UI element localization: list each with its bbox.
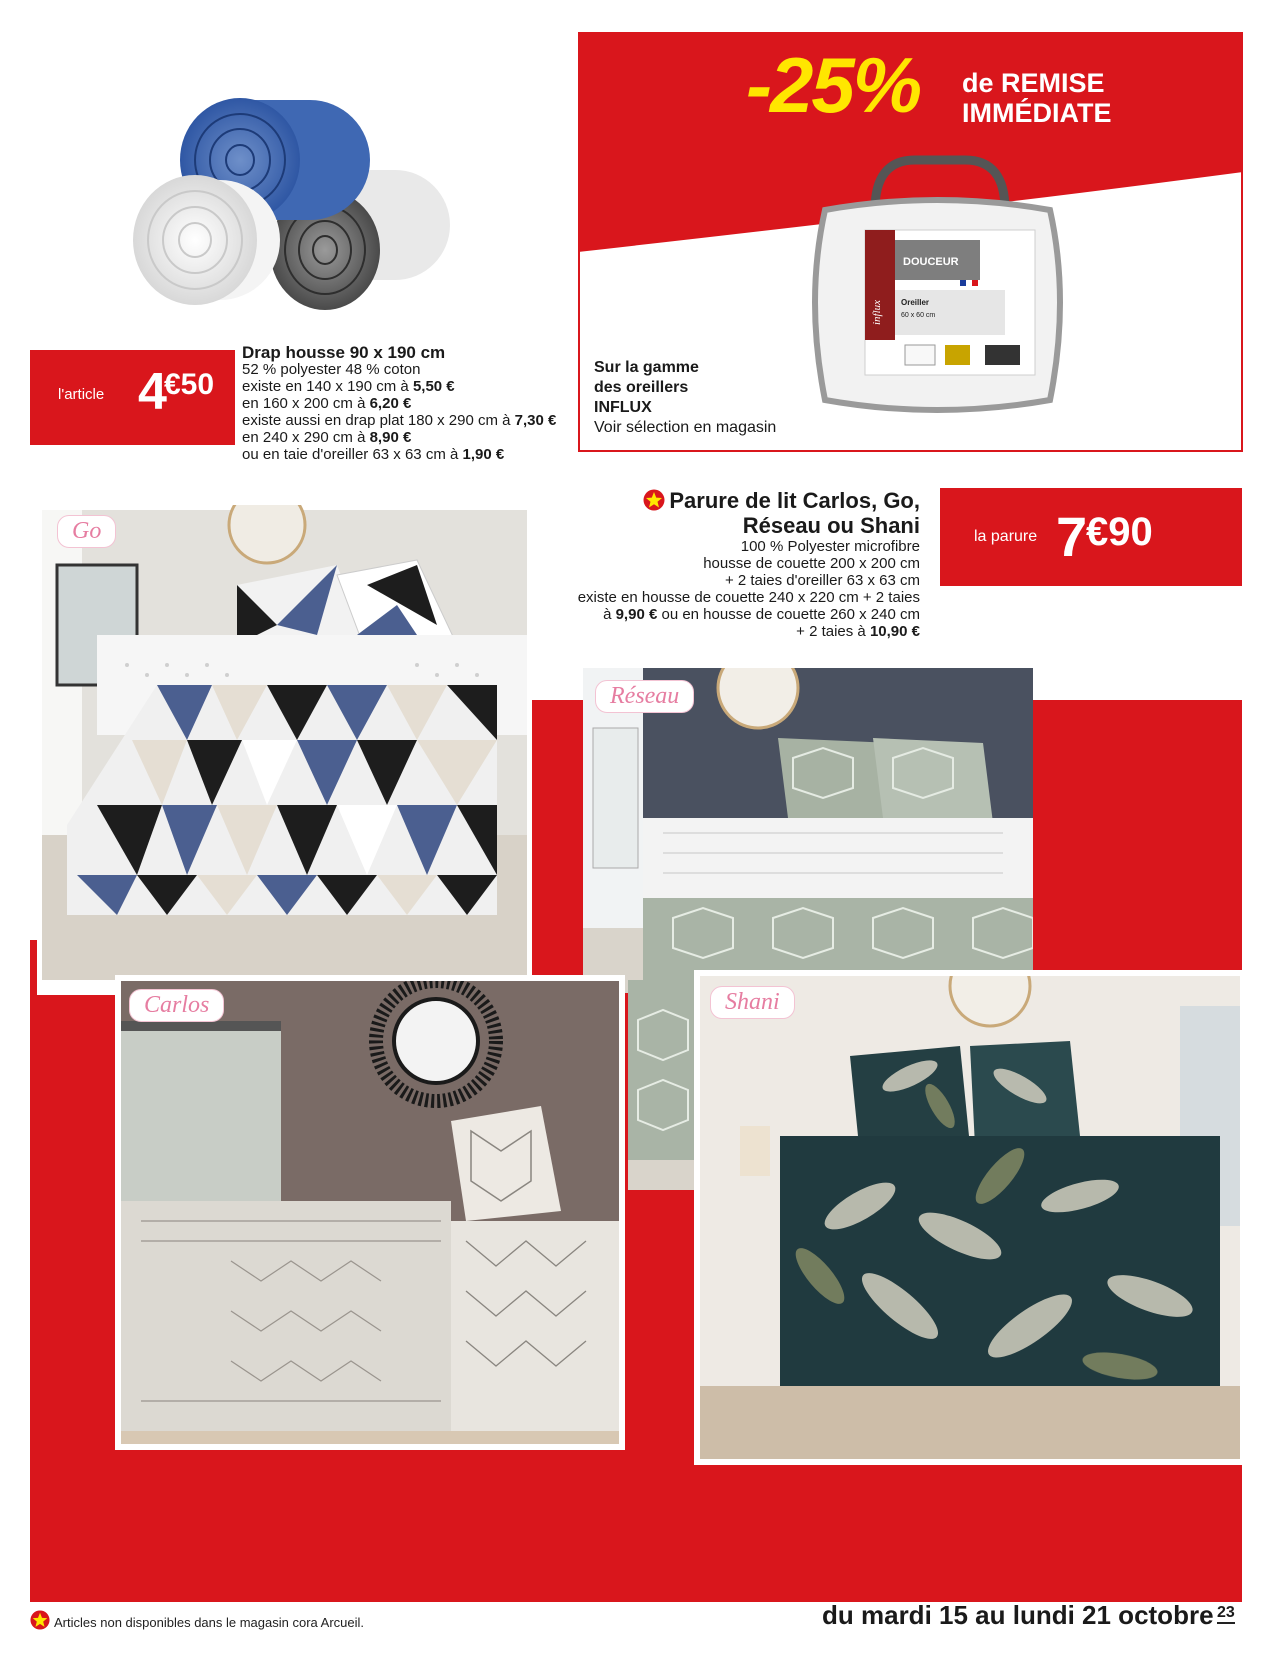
pillow-description (594, 358, 776, 438)
price-unit-label: la parure (974, 528, 1038, 545)
shani-bed-image (700, 976, 1240, 1459)
reseau-bed-image (583, 668, 1033, 993)
drap-line: existe en 140 x 190 cm à 5,50 € (242, 378, 455, 395)
page-number: 23 (1217, 1604, 1235, 1624)
footer-note (30, 1610, 364, 1630)
star-icon (643, 489, 665, 511)
discount-percent: -25% (746, 41, 921, 129)
drap-line: en 240 x 290 cm à 8,90 € (242, 429, 412, 446)
discount-caption (962, 68, 1112, 128)
parure-line: housse de couette 200 x 200 cm (703, 555, 920, 572)
drap-line: existe aussi en drap plat 180 x 290 cm à 7,30 € (242, 412, 557, 429)
parure-line: + 2 taies d'oreiller 63 x 63 cm (724, 572, 920, 589)
validity-dates: du mardi 15 au lundi 21 octobre (822, 1600, 1214, 1630)
drap-description (242, 344, 572, 463)
photo-go (37, 505, 532, 995)
shani-name-tag: Shani (710, 986, 795, 1019)
price-integer: 7 (1056, 505, 1088, 568)
price-cents: €90 (1086, 510, 1153, 554)
drap-price-tag (30, 350, 235, 445)
pillow-package-image (805, 150, 1070, 435)
footer-note-text: Articles non disponibles dans le magasin cora Arcueil. (54, 1615, 365, 1630)
drap-line: 52 % polyester 48 % coton (242, 361, 421, 378)
pillow-note: Voir sélection en magasin (594, 419, 777, 436)
reseau-duvet-continuation (628, 980, 698, 1190)
go-name-tag: Go (57, 515, 116, 548)
drap-line: ou en taie d'oreiller 63 x 63 cm à 1,90 € (242, 446, 505, 463)
package-size: 60 x 60 cm (901, 312, 936, 319)
parure-line: à 9,90 € ou en housse de couette 260 x 240 cm (603, 606, 920, 623)
parure-price-tag (940, 488, 1242, 586)
package-product: Oreiller (901, 298, 930, 307)
parure-line: existe en housse de couette 240 x 220 cm + 2 taies (577, 589, 920, 606)
carlos-bed-image (121, 981, 619, 1444)
fitted-sheets-image (130, 90, 460, 330)
parure-title-2: Réseau ou Shani (742, 513, 920, 538)
pillow-brand: INFLUX (594, 399, 652, 416)
parure-line: + 2 taies à 10,90 € (796, 623, 920, 640)
remise-line: de REMISE (962, 68, 1105, 98)
drap-title: Drap housse 90 x 190 cm (242, 343, 446, 362)
pillow-line: des oreillers (594, 379, 689, 396)
parure-description (520, 488, 920, 640)
star-icon (30, 1610, 50, 1630)
carlos-name-tag: Carlos (129, 989, 224, 1022)
photo-reseau (583, 668, 1033, 993)
drap-line: en 160 x 200 cm à 6,20 € (242, 395, 412, 412)
photo-shani (694, 970, 1246, 1465)
parure-line: 100 % Polyester microfibre (740, 538, 920, 555)
reseau-name-tag: Réseau (595, 680, 694, 713)
photo-carlos (115, 975, 625, 1450)
immediate-line: IMMÉDIATE (962, 98, 1112, 128)
price-integer: 4 (138, 363, 166, 421)
package-brand: influx (871, 299, 883, 325)
parure-title: Parure de lit Carlos, Go, (520, 488, 920, 513)
price-unit-label: l'article (58, 386, 105, 403)
go-bed-image (37, 505, 532, 995)
pillow-line: Sur la gamme (594, 359, 699, 376)
price-cents: €50 (164, 368, 215, 401)
package-label: DOUCEUR (903, 256, 959, 268)
